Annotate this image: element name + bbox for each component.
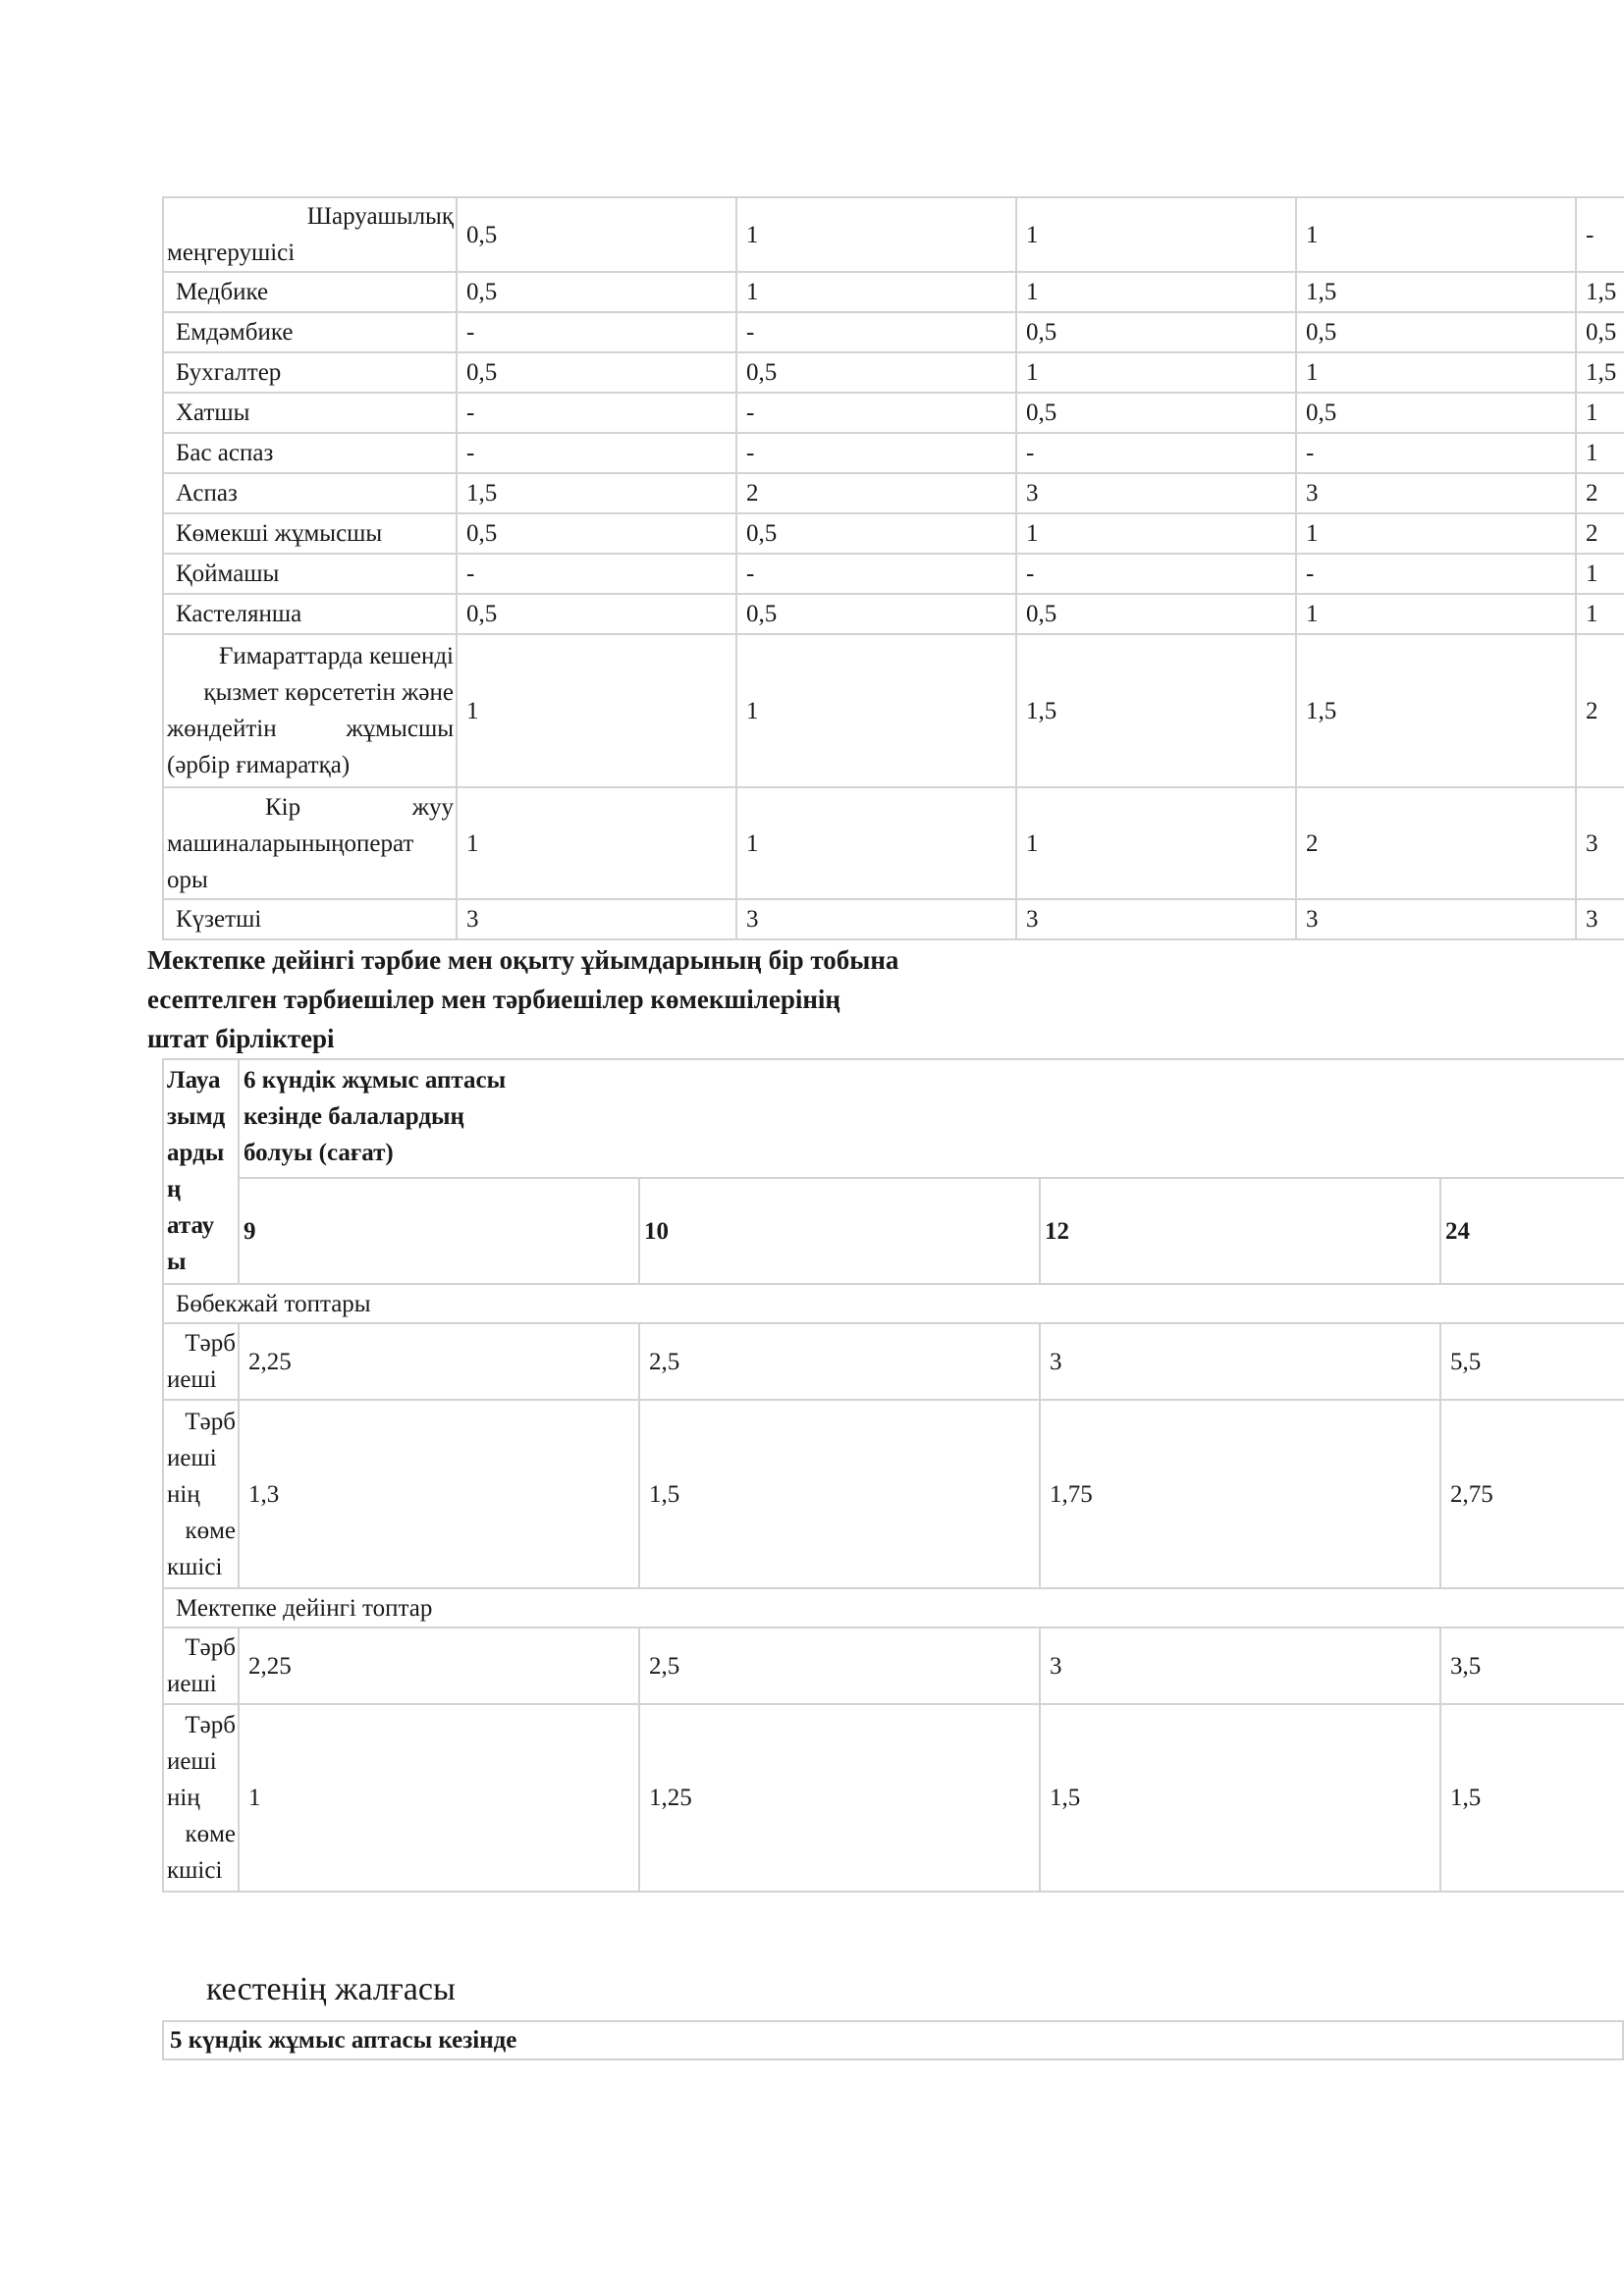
table-row bbox=[163, 1588, 1624, 1628]
row-label: Аспаз bbox=[163, 473, 457, 513]
row-label: Көмекші жұмысшы bbox=[163, 513, 457, 554]
hours-cell: 24 bbox=[1440, 1178, 1624, 1284]
table-cell: 1 bbox=[1016, 197, 1296, 272]
row-label: Медбике bbox=[163, 272, 457, 312]
position-header-line: Лауа bbox=[167, 1067, 221, 1094]
table-row bbox=[163, 1628, 1624, 1704]
row-label-line: жөндейтін жұмысшы bbox=[167, 716, 454, 742]
hours-cell: 10 bbox=[639, 1178, 1040, 1284]
table-row bbox=[163, 312, 1624, 352]
continuation-label: кестенің жалғасы bbox=[206, 1971, 456, 2007]
row-label-line: Тәрб bbox=[185, 1712, 236, 1738]
table-cell: 0,5 bbox=[457, 272, 736, 312]
continuation-header: 5 күндік жұмыс аптасы кезінде bbox=[163, 2021, 1623, 2059]
table-cell: 1 bbox=[1016, 272, 1296, 312]
row-label: Бухгалтер bbox=[163, 352, 457, 393]
row-label-line: (әрбір ғимаратқа) bbox=[167, 752, 351, 778]
table-cell: 1 bbox=[1296, 594, 1576, 634]
row-label: Емдәмбике bbox=[163, 312, 457, 352]
table-cell: 0,5 bbox=[457, 197, 736, 272]
row-label-line: кшісі bbox=[167, 1553, 223, 1580]
table-cell: - bbox=[1576, 197, 1624, 272]
table-cell: - bbox=[736, 433, 1016, 473]
table-cell: 2,75 bbox=[1440, 1400, 1624, 1588]
table-cell: - bbox=[1296, 554, 1576, 594]
section-heading-line: штат бірліктері bbox=[147, 1024, 335, 1053]
row-label: Кастелянша bbox=[163, 594, 457, 634]
table-row bbox=[163, 433, 1624, 473]
table-row bbox=[163, 352, 1624, 393]
table-cell: 1 bbox=[736, 197, 1016, 272]
row-label-line: машиналарыныңоперат bbox=[167, 829, 414, 857]
table-cell: 0,5 bbox=[1016, 594, 1296, 634]
table-cell: 2 bbox=[1576, 634, 1624, 787]
table-cell: 1,5 bbox=[1040, 1704, 1440, 1892]
table-cell: 3 bbox=[1576, 899, 1624, 939]
table-cell: 3 bbox=[1040, 1628, 1440, 1704]
table-cell: 0,5 bbox=[736, 352, 1016, 393]
row-label bbox=[163, 197, 457, 272]
row-label-line: көме bbox=[185, 1821, 236, 1847]
table-cell: 5,5 bbox=[1440, 1323, 1624, 1400]
table-row bbox=[163, 1059, 1624, 1178]
table-cell: 1,5 bbox=[1296, 272, 1576, 312]
row-label bbox=[163, 787, 457, 899]
row-label bbox=[163, 1400, 239, 1588]
table-cell: - bbox=[457, 393, 736, 433]
table-cell: 2 bbox=[1576, 513, 1624, 554]
row-label-line: Кір жуу bbox=[265, 793, 454, 821]
table-cell: - bbox=[1016, 433, 1296, 473]
hours-header-line: кезінде балалардың bbox=[244, 1103, 464, 1130]
row-label: Қоймашы bbox=[163, 554, 457, 594]
table-cell: 3 bbox=[1016, 899, 1296, 939]
hours-cell: 9 bbox=[239, 1178, 639, 1284]
table-cell: - bbox=[736, 554, 1016, 594]
table-row bbox=[163, 272, 1624, 312]
row-label-line: иеші bbox=[167, 1444, 217, 1471]
hours-header-line: болуы (сағат) bbox=[244, 1140, 394, 1166]
table-cell: 2,5 bbox=[639, 1323, 1040, 1400]
row-label-line: көме bbox=[185, 1517, 236, 1544]
table-cell: 1,5 bbox=[457, 473, 736, 513]
row-label-line: Ғимараттарда кешенді bbox=[218, 643, 454, 669]
hours-cell: 12 bbox=[1040, 1178, 1440, 1284]
table-row bbox=[163, 634, 1624, 787]
table-cell: 1,5 bbox=[1576, 272, 1624, 312]
table-cell: - bbox=[457, 312, 736, 352]
table-cell: 1,5 bbox=[1440, 1704, 1624, 1892]
position-header-line: ы bbox=[167, 1249, 187, 1275]
table-cell: 1 bbox=[1016, 513, 1296, 554]
table-cell: 1,75 bbox=[1040, 1400, 1440, 1588]
table-cell: 0,5 bbox=[1296, 312, 1576, 352]
educator-table bbox=[162, 1058, 1624, 1893]
hours-header-line: 6 күндік жұмыс аптасы bbox=[244, 1067, 507, 1094]
table-cell: 3 bbox=[1296, 899, 1576, 939]
table-cell: 1 bbox=[1576, 433, 1624, 473]
table-cell: 1,3 bbox=[239, 1400, 639, 1588]
table-cell: 3 bbox=[1016, 473, 1296, 513]
table-cell: 1 bbox=[736, 787, 1016, 899]
section-heading-line: Мектепке дейінгі тәрбие мен оқыту ұйымдарының бір тобына bbox=[147, 945, 899, 975]
table-cell: 0,5 bbox=[1576, 312, 1624, 352]
table-cell: 1 bbox=[1296, 352, 1576, 393]
group-label: Мектепке дейінгі топтар bbox=[163, 1588, 1624, 1628]
table-cell: 1,25 bbox=[639, 1704, 1040, 1892]
table-row bbox=[163, 1704, 1624, 1892]
section-heading bbox=[147, 940, 1031, 1058]
table-cell: 1 bbox=[736, 272, 1016, 312]
table-cell: 1 bbox=[1016, 787, 1296, 899]
table-cell: 1,5 bbox=[639, 1400, 1040, 1588]
table-cell: 1 bbox=[1576, 393, 1624, 433]
table-cell: 3 bbox=[736, 899, 1016, 939]
group-label: Бөбекжай топтары bbox=[163, 1284, 1624, 1323]
table-cell: 1 bbox=[1576, 594, 1624, 634]
table-row bbox=[163, 594, 1624, 634]
table-cell: 0,5 bbox=[457, 594, 736, 634]
row-label-line: нің bbox=[167, 1480, 200, 1508]
table-row bbox=[163, 393, 1624, 433]
table-cell: 1 bbox=[457, 787, 736, 899]
row-label-line: кшісі bbox=[167, 1857, 223, 1884]
row-label bbox=[163, 1323, 239, 1400]
table-cell: 1 bbox=[457, 634, 736, 787]
row-label bbox=[163, 1704, 239, 1892]
table-row bbox=[163, 513, 1624, 554]
row-label-line: Тәрб bbox=[185, 1408, 236, 1435]
table-cell: 0,5 bbox=[736, 513, 1016, 554]
table-cell: 2 bbox=[1576, 473, 1624, 513]
table-cell: - bbox=[457, 433, 736, 473]
row-label-line: Тәрб bbox=[185, 1634, 236, 1661]
table-row bbox=[163, 899, 1624, 939]
row-label-line: оры bbox=[167, 866, 208, 893]
table-row bbox=[163, 554, 1624, 594]
table-row bbox=[163, 197, 1624, 272]
section-heading-line: есептелген тәрбиешілер мен тәрбиешілер көмекшілерінің bbox=[147, 985, 840, 1014]
staff-table bbox=[162, 196, 1624, 940]
table-cell: 1 bbox=[1016, 352, 1296, 393]
row-label-line: меңгерушісі bbox=[167, 240, 296, 266]
table-row bbox=[163, 1178, 1624, 1284]
table-cell: 0,5 bbox=[1296, 393, 1576, 433]
table-cell: 0,5 bbox=[1016, 312, 1296, 352]
position-header bbox=[163, 1059, 239, 1284]
row-label-line: иеші bbox=[167, 1671, 217, 1697]
row-label-line: иеші bbox=[167, 1748, 217, 1775]
table-row bbox=[163, 1323, 1624, 1400]
table-cell: 1 bbox=[239, 1704, 639, 1892]
table-cell: 3 bbox=[1296, 473, 1576, 513]
table-cell: 2,5 bbox=[639, 1628, 1040, 1704]
table-cell: 1,5 bbox=[1576, 352, 1624, 393]
row-label bbox=[163, 1628, 239, 1704]
table-row bbox=[163, 2021, 1623, 2059]
table-cell: 2,25 bbox=[239, 1628, 639, 1704]
table-cell: 3 bbox=[1576, 787, 1624, 899]
table-cell: 1 bbox=[1576, 554, 1624, 594]
table-cell: 3 bbox=[457, 899, 736, 939]
position-header-line: ң bbox=[167, 1176, 182, 1202]
row-label-line: иеші bbox=[167, 1366, 217, 1393]
table-cell: 0,5 bbox=[736, 594, 1016, 634]
hours-header bbox=[239, 1059, 1624, 1178]
table-cell: 0,5 bbox=[457, 352, 736, 393]
position-header-line: зымд bbox=[167, 1103, 226, 1130]
table-cell: 3 bbox=[1040, 1323, 1440, 1400]
table-cell: 2 bbox=[736, 473, 1016, 513]
table-cell: 1,5 bbox=[1016, 634, 1296, 787]
row-label: Бас аспаз bbox=[163, 433, 457, 473]
table-row bbox=[163, 787, 1624, 899]
table-cell: - bbox=[1296, 433, 1576, 473]
table-row bbox=[163, 473, 1624, 513]
table-cell: 2,25 bbox=[239, 1323, 639, 1400]
row-label bbox=[163, 634, 457, 787]
table-row bbox=[163, 1284, 1624, 1323]
table-cell: - bbox=[736, 312, 1016, 352]
row-label-line: нің bbox=[167, 1785, 200, 1811]
row-label-line: қызмет көрсететін және bbox=[203, 679, 454, 706]
row-label: Хатшы bbox=[163, 393, 457, 433]
table-cell: - bbox=[1016, 554, 1296, 594]
table-cell: 1,5 bbox=[1296, 634, 1576, 787]
table-cell: 1 bbox=[1296, 513, 1576, 554]
table-cell: 1 bbox=[736, 634, 1016, 787]
table-cell: 0,5 bbox=[457, 513, 736, 554]
table-cell: 2 bbox=[1296, 787, 1576, 899]
table-cell: 3,5 bbox=[1440, 1628, 1624, 1704]
table-row bbox=[163, 1400, 1624, 1588]
table-cell: 0,5 bbox=[1016, 393, 1296, 433]
table-cell: - bbox=[457, 554, 736, 594]
position-header-line: атау bbox=[167, 1212, 215, 1239]
continuation-table bbox=[162, 2020, 1624, 2060]
row-label-line: Тәрб bbox=[185, 1330, 236, 1357]
row-label-line: Шаруашылық bbox=[306, 203, 454, 230]
table-cell: 1 bbox=[1296, 197, 1576, 272]
row-label: Күзетші bbox=[163, 899, 457, 939]
position-header-line: арды bbox=[167, 1140, 225, 1166]
table-cell: - bbox=[736, 393, 1016, 433]
